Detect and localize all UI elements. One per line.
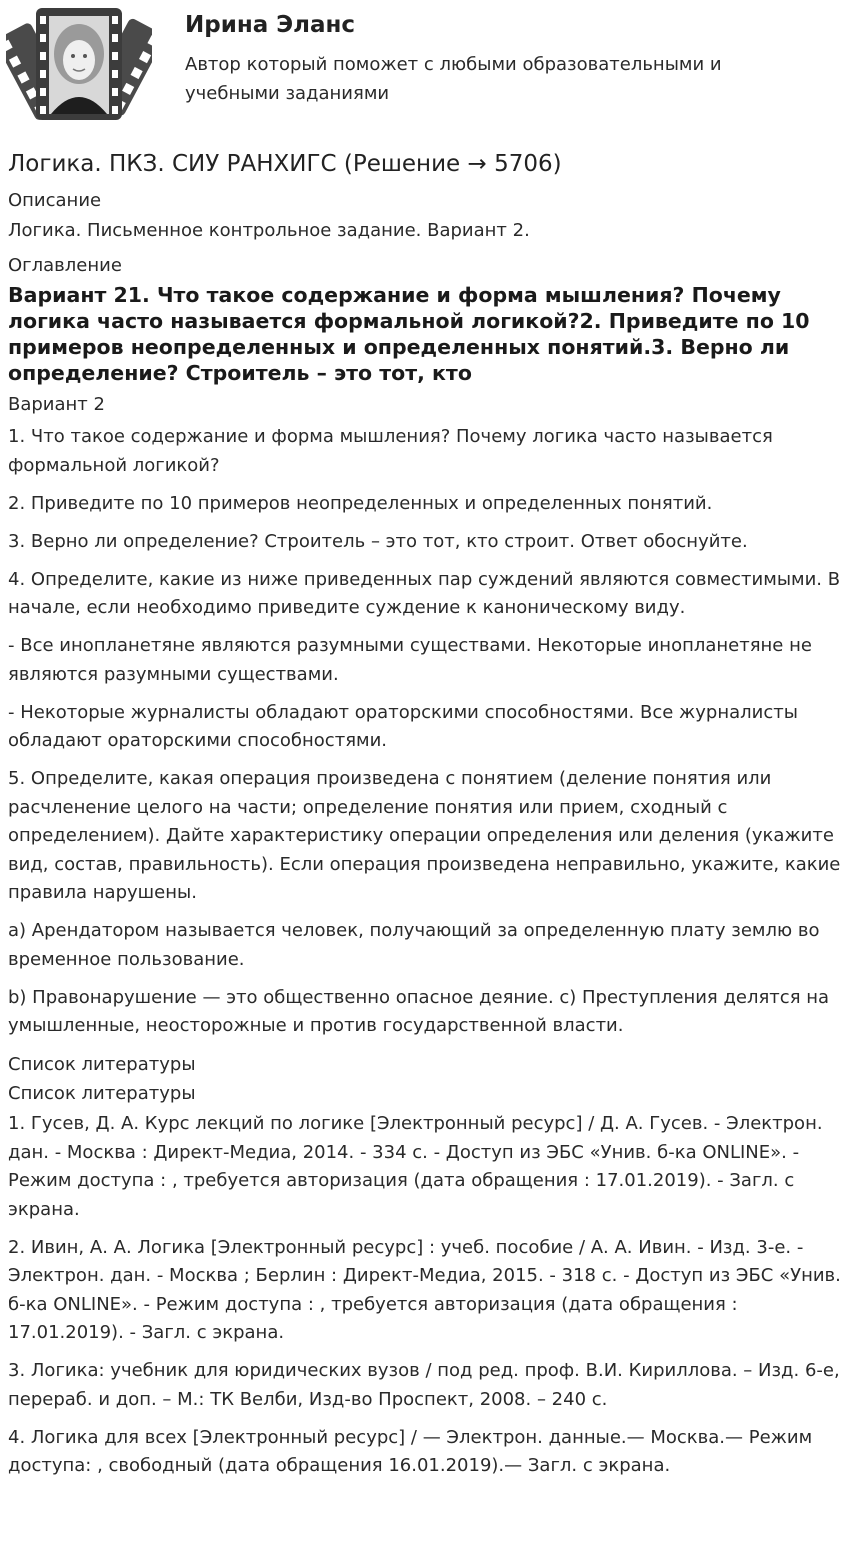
author-header bbox=[0, 0, 847, 130]
description-text: Логика. Письменное контрольное задание. Вариант 2. bbox=[8, 220, 530, 241]
task-paragraph: 4. Определите, какие из ниже приведенных пар суждений являются совместимыми. В начале, если необходимо приведите суждение к каноническому виду. bbox=[8, 568, 841, 618]
task-paragraph: b) Правонарушение — это общественно опасное деяние. c) Преступления делятся на умышленные, неосторожные и против государственной власти. bbox=[8, 986, 830, 1036]
task-paragraph: 2. Приведите по 10 примеров неопределенных и определенных понятий. bbox=[8, 492, 713, 514]
document-content bbox=[8, 148, 842, 1490]
literature-label: Список литературы bbox=[8, 1054, 196, 1075]
literature-item: 4. Логика для всех [Электронный ресурс] / — Электрон. данные.— Москва.— Режим доступа: , свободный (дата обращения 16.01.2019).— Загл. с экрана. bbox=[8, 1426, 813, 1476]
document-title: Логика. ПКЗ. СИУ РАНХИГС (Решение → 5706) bbox=[8, 151, 562, 177]
literature-list bbox=[8, 1110, 842, 1481]
task-paragraph: a) Арендатором называется человек, получающий за определенную плату землю во временное пользование. bbox=[8, 920, 820, 970]
task-paragraph: 5. Определите, какая операция произведена с понятием (деление понятия или расчленение целого на части; определение понятия или прием, сходный с определением). Дайте характеристику операции определения или деления (укажите вид, состав, правильность). Если операция произведена неправильно, укажите, какие правила нарушены. bbox=[8, 768, 841, 903]
literature-item: 1. Гусев, Д. А. Курс лекций по логике [Электронный ресурс] / Д. А. Гусев. - Электрон. дан. - Москва : Директ-Медиа, 2014. - 334 с. - Доступ из ЭБС «Унив. б-ка ONLINE». - Режим доступа : , требуется авторизация (дата обращения : 17.01.2019). - Загл. с экрана. bbox=[8, 1113, 823, 1220]
author-description: Автор который поможет с любыми образовательными и учебными заданиями bbox=[185, 54, 722, 104]
film-strip-avatar-icon bbox=[6, 6, 152, 126]
description-label: Описание bbox=[8, 190, 102, 211]
task-paragraph: 1. Что такое содержание и форма мышления? Почему логика часто называется формальной логикой? bbox=[8, 426, 773, 476]
literature-item: 3. Логика: учебник для юридических вузов / под ред. проф. В.И. Кириллова. – Изд. 6-е, перераб. и доп. – М.: ТК Велби, Изд-во Проспект, 2008. – 240 с. bbox=[8, 1360, 840, 1410]
task-paragraph: - Все инопланетяне являются разумными существами. Некоторые инопланетяне не являются разумными существами. bbox=[8, 635, 812, 685]
literature-heading: Список литературы bbox=[8, 1083, 196, 1104]
author-avatar bbox=[6, 6, 152, 126]
author-name[interactable]: Ирина Эланс bbox=[185, 12, 356, 38]
task-paragraph: - Некоторые журналисты обладают ораторскими способностями. Все журналисты обладают ораторскими способностями. bbox=[8, 701, 798, 751]
literature-item: 2. Ивин, А. А. Логика [Электронный ресурс] : учеб. пособие / А. А. Ивин. - Изд. 3-е. - Электрон. дан. - Москва ; Берлин : Директ-Медиа, 2015. - 318 с. - Доступ из ЭБС «Унив. б-ка ONLINE». - Режим доступа : , требуется авторизация (дата обращения : 17.01.2019). - Загл. с экрана. bbox=[8, 1236, 841, 1343]
toc-heading: Вариант 21. Что такое содержание и форма мышления? Почему логика часто называется формальной логикой?2. Приведите по 10 примеров неопределенных и определенных понятий.3. Верно ли определение? Строитель – это тот, кто bbox=[8, 283, 810, 385]
variant-label: Вариант 2 bbox=[8, 394, 105, 415]
task-paragraph: 3. Верно ли определение? Строитель – это тот, кто строит. Ответ обоснуйте. bbox=[8, 530, 748, 552]
toc-label: Оглавление bbox=[8, 255, 122, 276]
